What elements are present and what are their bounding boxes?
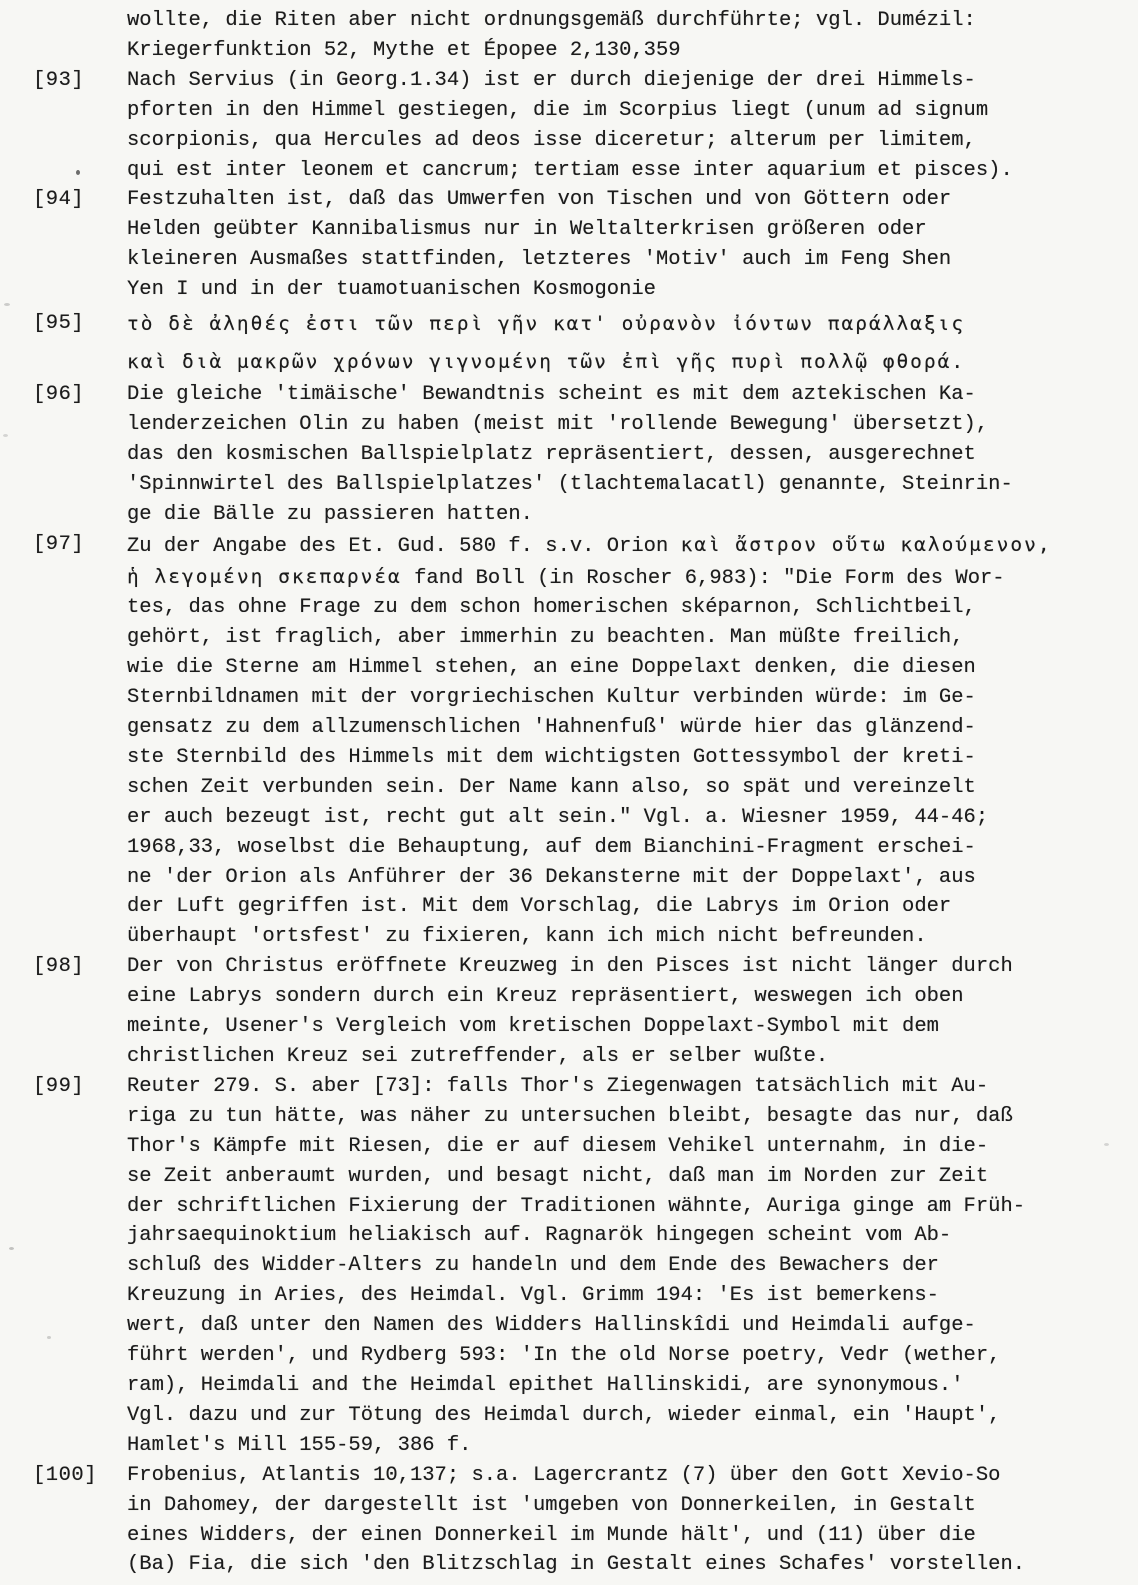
footnote-97 <box>0 530 1138 953</box>
text-line: eine Labrys sondern durch ein Kreuz repräsentiert, weswegen ich oben <box>127 985 964 1009</box>
text-line: führt werden', und Rydberg 593: 'In the old Norse poetry, Vedr (wether, <box>127 1344 1001 1368</box>
footnote-95 <box>0 305 1138 380</box>
text-line: der schriftlichen Fixierung der Traditionen wähnte, Auriga ginge am Früh- <box>127 1194 1026 1218</box>
text-line: das den kosmischen Ballspielplatz repräsentiert, dessen, ausgerechnet <box>127 442 976 466</box>
footnote-text <box>127 305 1138 380</box>
footnote-marker: [96] <box>33 383 85 407</box>
text-line: 'Spinnwirtel des Ballspielplatzes' (tlachtemalacatl) genannte, Steinrin- <box>127 472 1013 496</box>
footnote-100 <box>0 1461 1138 1581</box>
footnote-96 <box>0 380 1138 530</box>
text-line: meinte, Usener's Vergleich vom kretischen Doppelaxt-Symbol mit dem <box>127 1015 939 1039</box>
scan-artifact <box>9 1247 14 1250</box>
text-line: Die gleiche 'timäische' Bewandtnis scheint es mit dem aztekischen Ka- <box>127 383 976 407</box>
scan-artifact <box>4 303 10 306</box>
text-line: Festzuhalten ist, daß das Umwerfen von Tischen und von Göttern oder <box>127 188 952 212</box>
text-line: se Zeit anberaumt wurden, und besagt nicht, daß man im Norden zur Zeit <box>127 1164 989 1188</box>
footnote-94 <box>0 185 1138 305</box>
footnote-marker: [94] <box>33 188 85 212</box>
text-line: ge die Bälle zu passieren hatten. <box>127 502 533 526</box>
text-line: Helden geübter Kannibalismus nur in Weltalterkrisen größeren oder <box>127 218 927 242</box>
footnote-99 <box>0 1072 1138 1461</box>
footnote-marker: [98] <box>33 955 85 979</box>
text-line: (Ba) Fia, die sich 'den Blitzschlag in Gestalt eines Schafes' vorstellen. <box>127 1553 1026 1577</box>
text-line: Reuter 279. S. aber [73]: falls Thor's Ziegenwagen tatsächlich mit Au- <box>127 1074 989 1098</box>
text-line: er auch bezeugt ist, recht gut alt sein." Vgl. a. Wiesner 1959, 44-46; <box>127 805 989 829</box>
footnote-marker: [93] <box>33 68 85 92</box>
scan-artifact <box>3 434 8 437</box>
notes-list <box>0 6 1138 1580</box>
text-line: in Dahomey, der dargestellt ist 'umgeben von Donnerkeilen, in Gestalt <box>127 1493 976 1517</box>
text-line: wert, daß unter den Namen des Widders Hallinskîdi und Heimdali aufge- <box>127 1314 976 1338</box>
text-line: der Luft gegriffen ist. Mit dem Vorschlag, die Labrys im Orion oder <box>127 895 952 919</box>
greek-text: ἡ λεγομένη σκεπαρνέα <box>127 564 402 588</box>
text-line: Thor's Kämpfe mit Riesen, die er auf diesem Vehikel unternahm, in die- <box>127 1134 989 1158</box>
footnote-text <box>127 6 1138 66</box>
footnote-text <box>127 1072 1138 1461</box>
text-line: τὸ δὲ ἀληθές ἐστι τῶν περὶ γῆν κατ' οὐρανὸν ἰόντων παράλλαξις <box>127 312 966 336</box>
text-line: tes, das ohne Frage zu dem schon homerischen sképarnon, Schlichtbeil, <box>127 596 976 620</box>
text-line: wollte, die Riten aber nicht ordnungsgemäß durchführte; vgl. Dumézil: <box>127 9 976 32</box>
latin-text: fand Boll (in Roscher 6,983): "Die Form des Wor- <box>401 566 1005 590</box>
footnote-marker: [97] <box>33 532 85 556</box>
text-line: καὶ διὰ μακρῶν χρόνων γιγνομένη τῶν ἐπὶ γῆς πυρὶ πολλῷ φθορά. <box>127 349 966 373</box>
text-line: pforten in den Himmel gestiegen, die im Scorpius liegt (unum ad signum <box>127 98 989 122</box>
text-line: wie die Sterne am Himmel stehen, an eine Doppelaxt denken, die diesen <box>127 656 976 680</box>
text-line: schluß des Widder-Alters zu handeln und dem Ende des Bewachers der <box>127 1254 939 1278</box>
scan-artifact <box>47 1336 51 1339</box>
text-line: kleineren Ausmaßes stattfinden, letzteres 'Motiv' auch im Feng Shen <box>127 248 952 272</box>
scan-artifact <box>1104 1143 1109 1146</box>
greek-text: καὶ ἄστρον οὕτω καλούμενον, <box>680 532 1052 556</box>
text-line: ram), Heimdali and the Heimdal epithet Hallinskidi, are synonymous.' <box>127 1373 964 1397</box>
text-line: überhaupt 'ortsfest' zu fixieren, kann ich mich nicht befreunden. <box>127 925 927 949</box>
text-line: scorpionis, qua Hercules ad deos isse diceretur; alterum per limitem, <box>127 128 976 152</box>
text-line: gehört, ist fraglich, aber immerhin zu beachten. Man müßte freilich, <box>127 626 964 650</box>
text-line: Yen I und in der tuamotuanischen Kosmogonie <box>127 278 656 302</box>
text-line <box>127 530 1138 562</box>
footnote-98 <box>0 952 1138 1072</box>
latin-text: Zu der Angabe des Et. Gud. 580 f. s.v. Orion <box>127 534 681 558</box>
text-line: eines Widders, der einen Donnerkeil im Munde hält', und (11) über die <box>127 1523 976 1547</box>
text-line: Sternbildnamen mit der vorgriechischen Kultur verbinden würde: im Ge- <box>127 686 976 710</box>
text-line <box>127 562 1138 594</box>
text-line: Nach Servius (in Georg.1.34) ist er durch diejenige der drei Himmels- <box>127 68 976 92</box>
text-line: qui est inter leonem et cancrum; tertiam esse inter aquarium et pisces). <box>127 158 1013 182</box>
scan-artifact <box>76 170 80 175</box>
footnote-marker: [95] <box>33 312 85 336</box>
text-line: jahrsaequinoktium heliakisch auf. Ragnarök hingegen scheint vom Ab- <box>127 1224 952 1248</box>
text-line: Kriegerfunktion 52, Mythe et Épopee 2,130,359 <box>127 38 681 62</box>
text-line: Kreuzung in Aries, des Heimdal. Vgl. Grimm 194: 'Es ist bemerkens- <box>127 1284 939 1308</box>
text-line: Hamlet's Mill 155-59, 386 f. <box>127 1433 472 1457</box>
text-line: schen Zeit verbunden sein. Der Name kann also, so spät und vereinzelt <box>127 775 976 799</box>
text-line: Frobenius, Atlantis 10,137; s.a. Lagercrantz (7) über den Gott Xevio-So <box>127 1463 1001 1487</box>
footnote-93 <box>0 66 1138 186</box>
footnote-text <box>127 530 1138 953</box>
footnote-text <box>127 66 1138 186</box>
footnote-text <box>127 380 1138 530</box>
text-line: christlichen Kreuz sei zutreffender, als er selber wußte. <box>127 1045 829 1068</box>
footnote-text <box>127 1461 1138 1581</box>
text-line: Vgl. dazu und zur Tötung des Heimdal durch, wieder einmal, ein 'Haupt', <box>127 1403 1001 1427</box>
text-line: 1968,33, woselbst die Behauptung, auf dem Bianchini-Fragment erschei- <box>127 835 976 859</box>
footnote-text <box>127 952 1138 1072</box>
footnote-marker: [99] <box>33 1074 85 1098</box>
text-line: gensatz zu dem allzumenschlichen 'Hahnenfuß' würde hier das glänzend- <box>127 716 976 740</box>
footnote-text <box>127 185 1138 305</box>
text-line: ste Sternbild des Himmels mit dem wichtigsten Gottessymbol der kreti- <box>127 745 976 769</box>
footnote-marker: [100] <box>33 1463 98 1487</box>
text-line: lenderzeichen Olin zu haben (meist mit 'rollende Bewegung' übersetzt), <box>127 412 989 436</box>
text-line: riga zu tun hätte, was näher zu untersuchen bleibt, besagte das nur, daß <box>127 1104 1013 1128</box>
footnote-continuation <box>0 6 1138 66</box>
text-line: ne 'der Orion als Anführer der 36 Dekansterne mit der Doppelaxt', aus <box>127 865 976 889</box>
text-line: Der von Christus eröffnete Kreuzweg in den Pisces ist nicht länger durch <box>127 955 1013 979</box>
